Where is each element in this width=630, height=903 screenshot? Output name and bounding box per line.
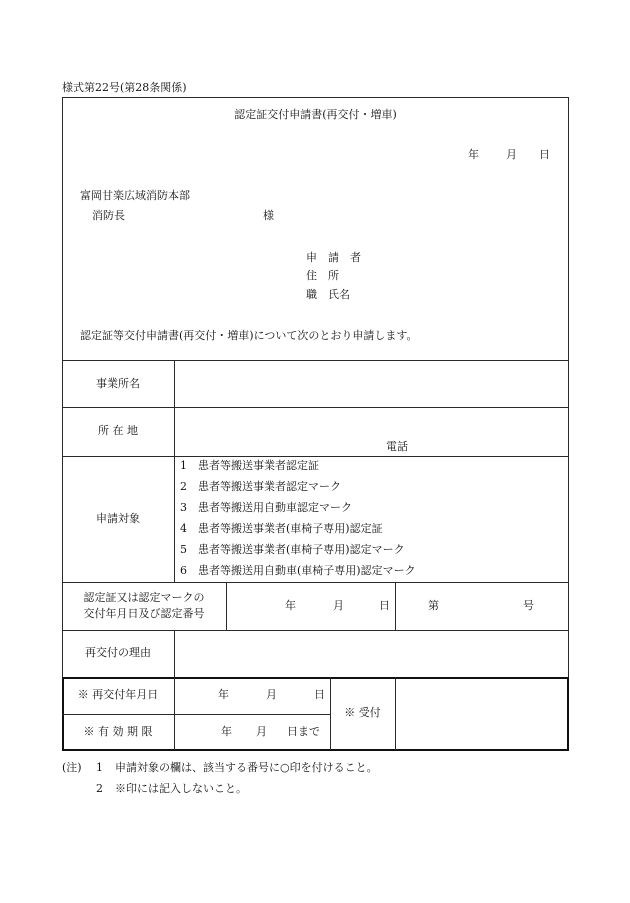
notes-prefix: (注) [62, 761, 82, 774]
target-item-text: 患者等搬送事業者(車椅子専用)認定マーク [198, 543, 405, 556]
target-item-number: 5 [180, 543, 187, 556]
reissue-date-label: ※ 再交付年月日 [77, 688, 159, 701]
validity-month-label: 月 [256, 725, 267, 738]
location-field [175, 408, 568, 456]
date-month-label: 月 [506, 148, 517, 161]
target-item-text: 患者等搬送用自動車(車椅子専用)認定マーク [198, 564, 416, 577]
target-item-text: 患者等搬送事業者(車椅子専用)認定証 [198, 522, 383, 535]
issue-number-divider [395, 582, 396, 630]
addressee-organization: 富岡甘楽広域消防本部 [80, 189, 190, 202]
application-statement: 認定証等交付申請書(再交付・増車)について次のとおり申請します。 [80, 329, 418, 342]
business-name-label: 事業所名 [96, 377, 140, 390]
note-number: 1 [96, 761, 103, 774]
applicant-heading: 申 請 者 [306, 251, 361, 264]
target-item-text: 患者等搬送事業者認定マーク [198, 480, 341, 493]
note-number: 2 [96, 782, 103, 795]
issue-label-line1: 認定証又は認定マークの [83, 591, 205, 604]
note-text: ※印には記入しないこと。 [115, 782, 247, 795]
target-item-number: 1 [180, 459, 187, 472]
note-text: 申請対象の欄は、該当する番号に○印を付けること。 [115, 761, 378, 774]
certificate-number-prefix: 第 [428, 599, 439, 612]
target-label: 申請対象 [96, 512, 140, 525]
certificate-number-suffix: 号 [523, 599, 534, 612]
issue-month-label: 月 [333, 599, 344, 612]
office-use-label-divider [174, 677, 175, 750]
applicant-address-label: 住 所 [306, 269, 339, 282]
target-item-number: 4 [180, 522, 187, 535]
addressee-honorific: 様 [263, 209, 274, 222]
date-day-label: 日 [539, 148, 550, 161]
row-divider [62, 456, 569, 457]
target-item-number: 2 [180, 480, 187, 493]
reissue-year-label: 年 [218, 688, 229, 701]
target-item-text: 患者等搬送事業者認定証 [198, 459, 319, 472]
applicant-name-label: 職 氏名 [306, 288, 350, 301]
validity-day-until-label: 日まで [287, 725, 320, 738]
issue-label-line2: 交付年月日及び認定番号 [83, 607, 205, 620]
location-label: 所 在 地 [98, 424, 138, 437]
row-divider [62, 582, 569, 583]
reissue-month-label: 月 [266, 688, 277, 701]
date-year-label: 年 [468, 148, 479, 161]
receipt-stamp-field [396, 679, 567, 749]
form-title: 認定証交付申請書(再交付・増車) [234, 108, 397, 121]
receipt-label: ※ 受付 [344, 706, 381, 719]
target-item-text: 患者等搬送用自動車認定マーク [198, 501, 352, 514]
target-item-number: 3 [180, 501, 187, 514]
validity-year-label: 年 [221, 725, 232, 738]
office-use-row-divider [62, 714, 330, 715]
form-number: 様式第22号(第28条関係) [62, 81, 187, 94]
reason-label: 再交付の理由 [85, 646, 151, 659]
addressee-title: 消防長 [92, 209, 125, 222]
issue-day-label: 日 [379, 599, 390, 612]
reason-field [175, 631, 568, 677]
issue-year-label: 年 [285, 599, 296, 612]
business-name-field [175, 361, 568, 407]
validity-label: ※ 有 効 期 限 [83, 725, 153, 738]
phone-label: 電話 [386, 440, 408, 453]
issue-label-divider [226, 582, 227, 630]
target-item-number: 6 [180, 564, 187, 577]
reissue-day-label: 日 [314, 688, 325, 701]
